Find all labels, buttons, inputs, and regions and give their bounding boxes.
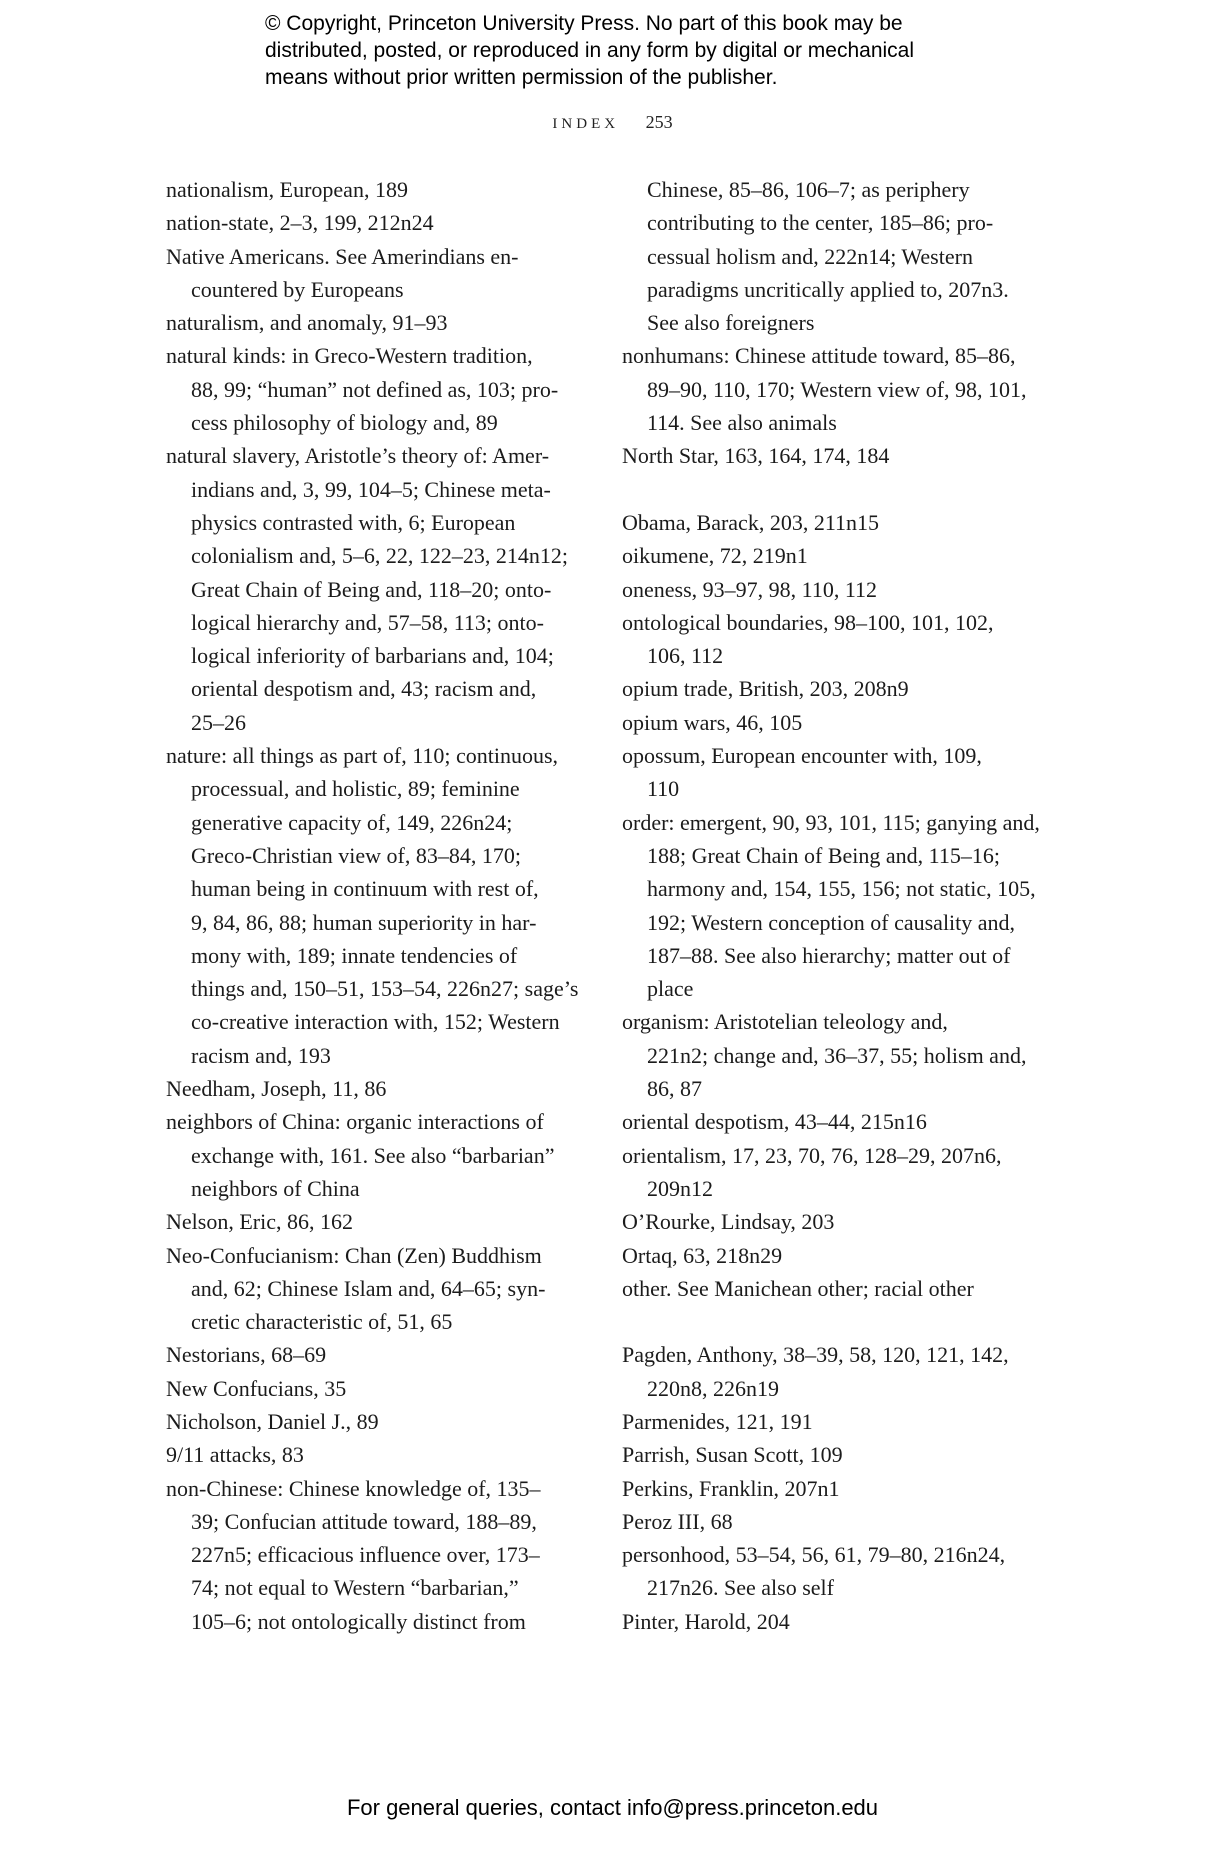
section-label: INDEX — [552, 116, 620, 132]
index-entry: order: emergent, 90, 93, 101, 115; ganying and, — [622, 809, 1040, 835]
running-header — [0, 112, 1225, 133]
index-entry-continuation: indians and, 3, 99, 104–5; Chinese meta- — [191, 476, 551, 502]
index-entry-continuation: 110 — [647, 776, 680, 802]
copyright-line: © Copyright, Princeton University Press. No part of this book may be — [265, 12, 903, 35]
index-entry-continuation: 106, 112 — [647, 643, 724, 669]
index-entry: Parmenides, 121, 191 — [622, 1408, 813, 1434]
index-entry-continuation: colonialism and, 5–6, 22, 122–23, 214n12; — [191, 543, 569, 569]
letter-section-gap — [622, 1305, 1052, 1338]
copyright-line: distributed, posted, or reproduced in any form by digital or mechanical — [265, 39, 915, 62]
letter-section-gap — [622, 473, 1052, 506]
index-entry: Perkins, Franklin, 207n1 — [622, 1475, 840, 1501]
index-entry-continuation: human being in continuum with rest of, — [191, 876, 539, 902]
index-entry-continuation: 192; Western conception of causality and, — [647, 909, 1016, 935]
index-entry: opium wars, 46, 105 — [622, 709, 803, 735]
index-entry-continuation: cess philosophy of biology and, 89 — [191, 410, 498, 436]
index-entry: Pagden, Anthony, 38–39, 58, 120, 121, 142, — [622, 1342, 1009, 1368]
index-entry: non-Chinese: Chinese knowledge of, 135– — [166, 1475, 541, 1501]
copyright-notice — [265, 10, 1025, 91]
index-entry: natural slavery, Aristotle’s theory of: Amer- — [166, 443, 550, 469]
index-entry-continuation: 88, 99; “human” not defined as, 103; pro- — [191, 376, 559, 402]
index-entry: Peroz III, 68 — [622, 1508, 733, 1534]
index-entry-continuation: See also foreigners — [647, 310, 815, 336]
index-entry: Pinter, Harold, 204 — [622, 1608, 790, 1634]
index-entry-continuation: 74; not equal to Western “barbarian,” — [191, 1575, 519, 1601]
index-entry: Nestorians, 68–69 — [166, 1342, 327, 1368]
index-entry: oneness, 93–97, 98, 110, 112 — [622, 576, 878, 602]
index-entry: nation-state, 2–3, 199, 212n24 — [166, 210, 434, 236]
index-entry-continuation: 25–26 — [191, 709, 246, 735]
index-entry: Parrish, Susan Scott, 109 — [622, 1442, 843, 1468]
index-column-left — [166, 173, 596, 1638]
index-entry-continuation: logical inferiority of barbarians and, 104; — [191, 643, 554, 669]
index-entry-continuation: things and, 150–51, 153–54, 226n27; sage’s — [191, 976, 579, 1002]
index-entry: opium trade, British, 203, 208n9 — [622, 676, 909, 702]
index-entry: nature: all things as part of, 110; continuous, — [166, 743, 559, 769]
index-entry-continuation: racism and, 193 — [191, 1042, 331, 1068]
index-entry: Obama, Barack, 203, 211n15 — [622, 509, 880, 535]
copyright-line: means without prior written permission of the publisher. — [265, 66, 778, 89]
index-entry-continuation: contributing to the center, 185–86; pro- — [647, 210, 994, 236]
index-entry: Needham, Joseph, 11, 86 — [166, 1076, 387, 1102]
index-entry-continuation: cessual holism and, 222n14; Western — [647, 243, 973, 269]
index-entry: naturalism, and anomaly, 91–93 — [166, 310, 448, 336]
index-entry-continuation: 221n2; change and, 36–37, 55; holism and, — [647, 1042, 1027, 1068]
page-number: 253 — [645, 112, 673, 132]
index-entry: orientalism, 17, 23, 70, 76, 128–29, 207n6, — [622, 1142, 1002, 1168]
index-entry: Neo-Confucianism: Chan (Zen) Buddhism — [166, 1242, 542, 1268]
index-entry: Nelson, Eric, 86, 162 — [166, 1209, 353, 1235]
index-entry-continuation: 187–88. See also hierarchy; matter out of — [647, 942, 1011, 968]
index-entry: Ortaq, 63, 218n29 — [622, 1242, 783, 1268]
index-entry: personhood, 53–54, 56, 61, 79–80, 216n24, — [622, 1542, 1006, 1568]
index-entry-continuation: countered by Europeans — [191, 276, 404, 302]
index-entry: opossum, European encounter with, 109, — [622, 743, 982, 769]
index-column-right — [622, 173, 1052, 1638]
index-entry-continuation: 217n26. See also self — [647, 1575, 834, 1601]
index-entry-continuation: mony with, 189; innate tendencies of — [191, 942, 518, 968]
index-entry: ontological boundaries, 98–100, 101, 102, — [622, 609, 994, 635]
index-entry-continuation: oriental despotism and, 43; racism and, — [191, 676, 537, 702]
index-entry: other. See Manichean other; racial other — [622, 1275, 974, 1301]
index-entry-continuation: neighbors of China — [191, 1175, 360, 1201]
index-entry: oriental despotism, 43–44, 215n16 — [622, 1109, 927, 1135]
index-entry-continuation: 105–6; not ontologically distinct from — [191, 1608, 526, 1634]
index-entry: Nicholson, Daniel J., 89 — [166, 1408, 379, 1434]
index-entry: New Confucians, 35 — [166, 1375, 347, 1401]
index-entry: North Star, 163, 164, 174, 184 — [622, 443, 890, 469]
index-entry-continuation: 89–90, 110, 170; Western view of, 98, 101, — [647, 376, 1027, 402]
index-entry-continuation: exchange with, 161. See also “barbarian” — [191, 1142, 555, 1168]
index-entry-continuation: generative capacity of, 149, 226n24; — [191, 809, 513, 835]
index-entry-continuation: paradigms uncritically applied to, 207n3. — [647, 276, 1009, 302]
index-entry-continuation: 39; Confucian attitude toward, 188–89, — [191, 1508, 537, 1534]
index-entry: nonhumans: Chinese attitude toward, 85–86, — [622, 343, 1016, 369]
index-entry-continuation: co-creative interaction with, 152; Western — [191, 1009, 560, 1035]
index-entry-continuation: 227n5; efficacious influence over, 173– — [191, 1542, 540, 1568]
index-entry-continuation: and, 62; Chinese Islam and, 64–65; syn- — [191, 1275, 546, 1301]
index-entry-continuation: 114. See also animals — [647, 410, 837, 436]
index-entry-continuation: harmony and, 154, 155, 156; not static, 105, — [647, 876, 1036, 902]
index-entry: Native Americans. See Amerindians en- — [166, 243, 519, 269]
index-entry-continuation: place — [647, 976, 694, 1002]
index-entry: neighbors of China: organic interactions of — [166, 1109, 544, 1135]
index-entry-continuation: Chinese, 85–86, 106–7; as periphery — [647, 177, 970, 202]
index-entry-continuation: 220n8, 226n19 — [647, 1375, 779, 1401]
index-entry-continuation: physics contrasted with, 6; European — [191, 509, 516, 535]
index-entry: 9/11 attacks, 83 — [166, 1442, 304, 1468]
index-entry: oikumene, 72, 219n1 — [622, 543, 808, 569]
index-entry: natural kinds: in Greco-Western tradition, — [166, 343, 533, 369]
index-entry: nationalism, European, 189 — [166, 177, 408, 202]
index-entry-continuation: processual, and holistic, 89; feminine — [191, 776, 520, 802]
contact-footer: For general queries, contact info@press.princeton.edu — [346, 1795, 879, 1820]
index-entry-continuation: logical hierarchy and, 57–58, 113; onto- — [191, 609, 544, 635]
index-entry-continuation: Great Chain of Being and, 118–20; onto- — [191, 576, 552, 602]
index-entry-continuation: 209n12 — [647, 1175, 713, 1201]
index-entry-continuation: 188; Great Chain of Being and, 115–16; — [647, 842, 1000, 868]
index-entry: O’Rourke, Lindsay, 203 — [622, 1209, 835, 1235]
index-entry-continuation: cretic characteristic of, 51, 65 — [191, 1309, 453, 1335]
index-entry-continuation: 86, 87 — [647, 1076, 702, 1102]
index-entry: organism: Aristotelian teleology and, — [622, 1009, 948, 1035]
index-entry-continuation: 9, 84, 86, 88; human superiority in har- — [191, 909, 537, 935]
index-entry-continuation: Greco-Christian view of, 83–84, 170; — [191, 842, 521, 868]
